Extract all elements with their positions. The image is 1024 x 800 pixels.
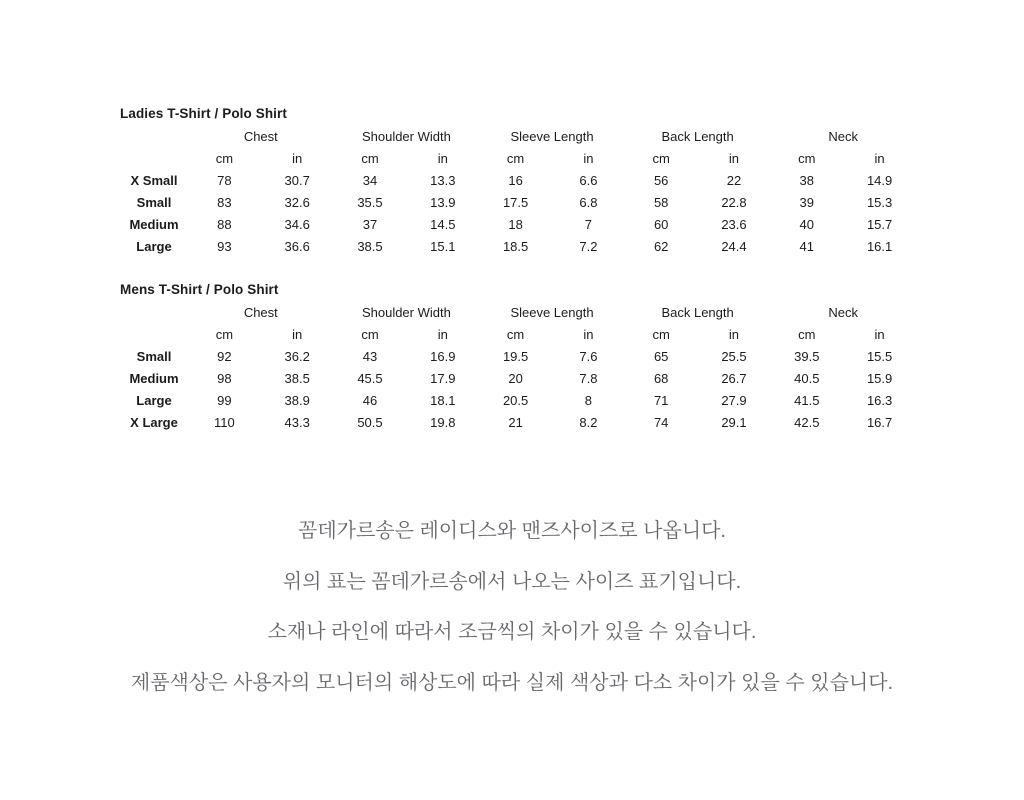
measurement-value: 29.1 xyxy=(721,414,747,430)
measurement-value: 38 xyxy=(799,172,815,188)
measurement-value: 40.5 xyxy=(794,370,820,386)
measurement-value: 45.5 xyxy=(357,370,383,386)
measurement-value: 16 xyxy=(508,172,523,188)
measurement-value: 41.5 xyxy=(794,392,820,408)
measurement-value: 17.5 xyxy=(502,194,529,210)
ladies-size-chart xyxy=(120,103,1024,257)
group-header-chest: Chest xyxy=(243,128,278,144)
measurement-value: 8.2 xyxy=(579,414,598,430)
measurement-value: 16.7 xyxy=(866,414,893,430)
measurement-value: 99 xyxy=(217,392,232,408)
measurement-value: 43.3 xyxy=(284,414,310,430)
unit-in: in xyxy=(874,326,885,342)
measurement-value: 38.9 xyxy=(284,392,310,408)
size-label: Small xyxy=(136,348,172,364)
measurement-value: 7.2 xyxy=(579,238,598,254)
group-header-sleeve-length: Sleeve Length xyxy=(510,304,594,320)
measurement-value: 27.9 xyxy=(721,392,747,408)
unit-in: in xyxy=(874,150,885,166)
group-header-shoulder-width: Shoulder Width xyxy=(361,304,451,320)
mens-size-chart xyxy=(120,279,1024,433)
spacer-cell xyxy=(120,323,188,345)
note-variation-by-line: 소재나 라인에 따라서 조금씩의 차이가 있을 수 있습니다. xyxy=(267,621,757,643)
unit-cm: cm xyxy=(361,326,379,342)
measurement-value: 6.6 xyxy=(579,172,598,188)
unit-in: in xyxy=(728,150,740,166)
spacer-cell xyxy=(120,125,188,147)
size-label: Medium xyxy=(129,370,179,386)
table-row xyxy=(120,389,916,411)
unit-cm: cm xyxy=(215,150,234,166)
measurement-value: 35.5 xyxy=(357,194,383,210)
spacer-cell xyxy=(120,301,188,323)
measurement-value: 16.3 xyxy=(866,392,893,408)
measurement-value: 88 xyxy=(217,216,232,232)
measurement-value: 22.8 xyxy=(721,194,747,210)
table-row xyxy=(120,345,916,367)
measurement-value: 26.7 xyxy=(721,370,747,386)
table-row xyxy=(120,191,916,213)
measurement-value: 24.4 xyxy=(721,238,747,254)
measurement-value: 68 xyxy=(653,370,669,386)
measurement-value: 15.1 xyxy=(430,238,456,254)
measurement-value: 56 xyxy=(653,172,669,188)
measurement-value: 20 xyxy=(508,370,523,386)
measurement-value: 50.5 xyxy=(357,414,383,430)
unit-in: in xyxy=(728,326,740,342)
measurement-value: 7.6 xyxy=(579,348,598,364)
unit-cm: cm xyxy=(798,150,816,166)
ladies-size-table xyxy=(120,125,916,257)
measurement-value: 7.8 xyxy=(579,370,598,386)
measurement-value: 13.3 xyxy=(430,172,456,188)
measurement-value: 22 xyxy=(726,172,742,188)
unit-cm: cm xyxy=(506,326,525,342)
measurement-value: 58 xyxy=(653,194,669,210)
group-header-back-length: Back Length xyxy=(661,304,734,320)
unit-in: in xyxy=(437,326,448,342)
group-header-sleeve-length: Sleeve Length xyxy=(510,128,594,144)
measurement-value: 71 xyxy=(653,392,669,408)
unit-cm: cm xyxy=(506,150,525,166)
table-row xyxy=(120,411,916,433)
note-brand-sizes: 꼼데가르송은 레이디스와 맨즈사이즈로 나옵니다. xyxy=(298,520,726,542)
unit-header-row xyxy=(120,323,916,345)
measurement-value: 98 xyxy=(217,370,232,386)
measurement-value: 65 xyxy=(653,348,669,364)
mens-table-title: Mens T-Shirt / Polo Shirt xyxy=(120,282,279,297)
measurement-value: 25.5 xyxy=(721,348,747,364)
measurement-group-header-row xyxy=(120,301,916,323)
size-label: X Small xyxy=(130,172,178,188)
measurement-value: 39 xyxy=(799,194,815,210)
measurement-value: 15.3 xyxy=(866,194,893,210)
measurement-value: 83 xyxy=(217,194,232,210)
size-label: Medium xyxy=(129,216,179,232)
unit-cm: cm xyxy=(652,150,670,166)
mens-size-table xyxy=(120,301,916,433)
unit-in: in xyxy=(292,150,303,166)
measurement-value: 16.9 xyxy=(430,348,456,364)
group-header-neck: Neck xyxy=(828,128,858,144)
measurement-value: 15.9 xyxy=(866,370,893,386)
measurement-value: 16.1 xyxy=(866,238,893,254)
measurement-value: 36.6 xyxy=(284,238,310,254)
size-label: X Large xyxy=(130,414,178,430)
unit-in: in xyxy=(292,326,303,342)
measurement-value: 13.9 xyxy=(430,194,456,210)
group-header-shoulder-width: Shoulder Width xyxy=(361,128,451,144)
group-header-chest: Chest xyxy=(243,304,278,320)
measurement-value: 39.5 xyxy=(794,348,820,364)
measurement-value: 34 xyxy=(362,172,378,188)
unit-cm: cm xyxy=(215,326,234,342)
measurement-value: 92 xyxy=(217,348,232,364)
measurement-value: 36.2 xyxy=(284,348,310,364)
measurement-value: 18 xyxy=(508,216,523,232)
measurement-value: 110 xyxy=(214,414,235,430)
unit-cm: cm xyxy=(652,326,670,342)
measurement-value: 21 xyxy=(508,414,523,430)
table-row xyxy=(120,367,916,389)
measurement-value: 8 xyxy=(584,392,593,408)
table-row xyxy=(120,235,916,257)
group-header-neck: Neck xyxy=(828,304,858,320)
size-label: Large xyxy=(136,392,172,408)
note-size-chart-source: 위의 표는 꼼데가르송에서 나오는 사이즈 표기입니다. xyxy=(282,570,742,593)
note-color-disclaimer: 제품색상은 사용자의 모니터의 해상도에 따라 실제 색상과 다소 차이가 있을 수 있습니다. xyxy=(130,671,894,694)
table-row xyxy=(120,213,916,235)
measurement-value: 30.7 xyxy=(284,172,310,188)
ladies-table-title: Ladies T-Shirt / Polo Shirt xyxy=(120,106,287,121)
spacer-cell xyxy=(120,147,188,169)
measurement-value: 43 xyxy=(362,348,378,364)
measurement-value: 14.9 xyxy=(866,172,893,188)
measurement-group-header-row xyxy=(120,125,916,147)
table-row xyxy=(120,169,916,191)
measurement-value: 62 xyxy=(653,238,669,254)
measurement-value: 74 xyxy=(653,414,669,430)
measurement-value: 19.8 xyxy=(430,414,456,430)
measurement-value: 60 xyxy=(653,216,669,232)
measurement-value: 38.5 xyxy=(357,238,383,254)
measurement-value: 38.5 xyxy=(284,370,310,386)
size-label: Large xyxy=(136,238,172,254)
measurement-value: 15.5 xyxy=(866,348,893,364)
measurement-value: 20.5 xyxy=(502,392,529,408)
measurement-value: 6.8 xyxy=(579,194,598,210)
measurement-value: 41 xyxy=(799,238,815,254)
unit-in: in xyxy=(583,150,594,166)
measurement-value: 7 xyxy=(584,216,593,232)
product-notes xyxy=(0,506,1024,708)
unit-cm: cm xyxy=(361,150,379,166)
measurement-value: 18.5 xyxy=(502,238,529,254)
measurement-value: 19.5 xyxy=(502,348,529,364)
measurement-value: 40 xyxy=(799,216,815,232)
measurement-value: 42.5 xyxy=(794,414,820,430)
measurement-value: 37 xyxy=(362,216,378,232)
measurement-value: 17.9 xyxy=(430,370,456,386)
unit-in: in xyxy=(437,150,448,166)
measurement-value: 23.6 xyxy=(721,216,747,232)
measurement-value: 34.6 xyxy=(284,216,310,232)
unit-header-row xyxy=(120,147,916,169)
measurement-value: 78 xyxy=(217,172,232,188)
measurement-value: 18.1 xyxy=(430,392,456,408)
measurement-value: 93 xyxy=(217,238,232,254)
size-label: Small xyxy=(136,194,172,210)
measurement-value: 46 xyxy=(362,392,378,408)
measurement-value: 15.7 xyxy=(866,216,893,232)
unit-in: in xyxy=(583,326,594,342)
group-header-back-length: Back Length xyxy=(661,128,734,144)
measurement-value: 14.5 xyxy=(430,216,456,232)
unit-cm: cm xyxy=(798,326,816,342)
measurement-value: 32.6 xyxy=(284,194,310,210)
